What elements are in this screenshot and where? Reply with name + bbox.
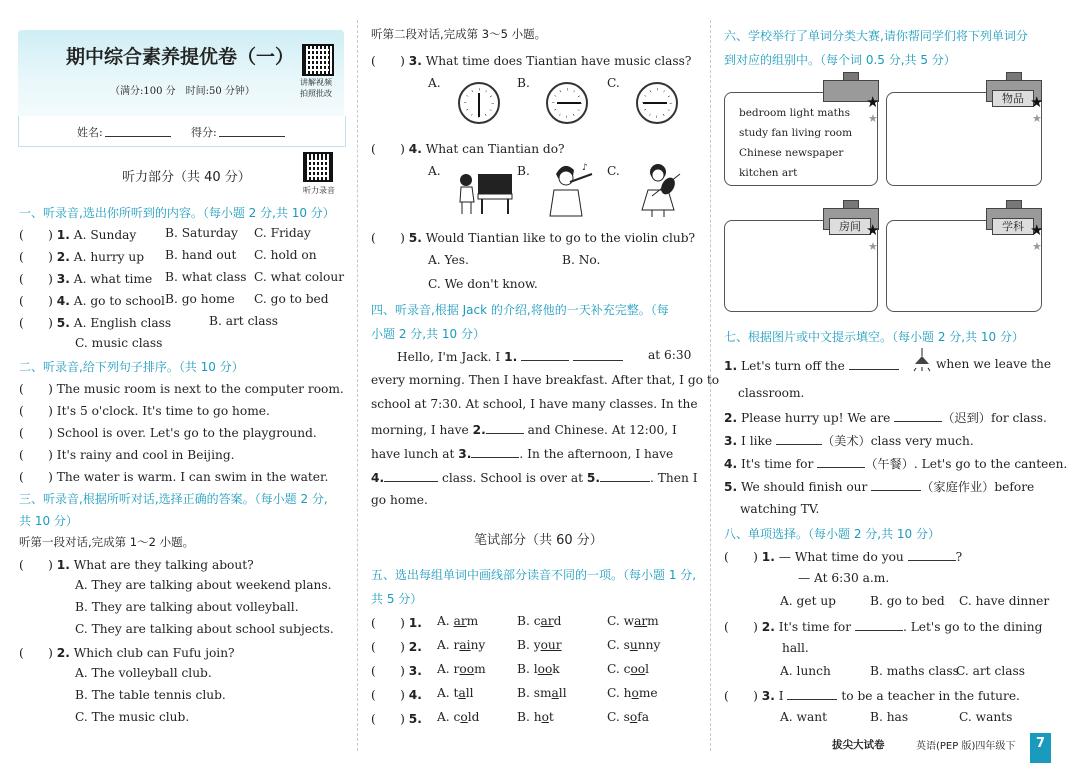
question-text: — At 6:30 a.m. [798, 571, 890, 585]
question-text: when we leave the [936, 357, 1052, 371]
exam-meta: （满分:100 分 时间:50 分钟） [110, 86, 255, 97]
section-3-heading: 三、听录音,根据所听对话,选择正确的答案。（每小题 2 分, [19, 492, 328, 506]
written-title: 笔试部分（共 60 分） [474, 533, 603, 548]
passage-line: have lunch at 3. . In the afternoon, I have [371, 447, 674, 461]
option-a: A. room [437, 662, 486, 676]
option-b: B. go to bed [870, 594, 945, 608]
qr-code-icon [302, 44, 334, 76]
list-item: ( ) 4. A. go to school [19, 294, 165, 308]
option-b: B. They are talking about volleyball. [75, 600, 299, 614]
option-b: B. your [517, 638, 562, 652]
qr-caption: 拍照批改 [300, 89, 332, 98]
clock-icon [636, 82, 678, 124]
option-b: B. maths class [870, 664, 959, 678]
option-a: A. tall [437, 686, 474, 700]
option-c: C. warm [607, 614, 659, 628]
answer-blank[interactable] [471, 445, 519, 458]
list-item: ( ) The music room is next to the computer room. [19, 382, 344, 396]
answer-blank[interactable] [384, 469, 438, 482]
footer-brand: 拔尖大试卷 [832, 739, 885, 751]
list-item: ( ) 5. [371, 712, 422, 726]
section-7-heading: 七、根据图片或中文提示填空。（每小题 2 分,共 10 分） [724, 330, 1024, 344]
answer-blank[interactable] [521, 348, 569, 361]
option-a: A. [428, 76, 441, 90]
qr-caption: 听力录音 [303, 186, 335, 195]
star-icon: ★ [868, 240, 878, 253]
option-a: A. cold [437, 710, 480, 724]
score-field[interactable] [219, 136, 285, 137]
column-divider [357, 20, 358, 751]
section-2-heading: 二、听录音,给下列句子排序。（共 10 分） [19, 360, 244, 374]
question: 2. Please hurry up! We are （迟到）for class. [724, 411, 1047, 425]
option-a: A. [428, 164, 441, 178]
list-item: ( ) 4. [371, 688, 422, 702]
option-b: B. No. [562, 253, 601, 267]
question: ( ) 4. What can Tiantian do? [371, 142, 565, 156]
star-icon: ★ [1030, 93, 1044, 111]
piano-player-icon [456, 164, 516, 216]
category-label-subjects: 学科 [992, 218, 1034, 235]
list-item: ( ) It's 5 o'clock. It's time to go home. [19, 404, 270, 418]
passage-line: morning, I have 2. and Chinese. At 12:00, I [371, 423, 677, 437]
violin-player-icon [640, 160, 684, 218]
option-c: C. [607, 76, 620, 90]
option-a: A. lunch [780, 664, 831, 678]
answer-blank[interactable] [894, 409, 942, 422]
question-text: hall. [782, 641, 809, 655]
list-item: ( ) 2. A. hurry up [19, 250, 145, 264]
qr-code-icon [303, 152, 333, 182]
listening-title: 听力部分（共 40 分） [122, 170, 251, 185]
option-c: C. The music club. [75, 710, 190, 724]
option-b: B. [517, 76, 530, 90]
list-item: ( ) It's rainy and cool in Beijing. [19, 448, 235, 462]
question: ( ) 3. What time does Tiantian have music class? [371, 54, 692, 68]
list-item: ( ) 2. [371, 640, 422, 654]
option-b: B. card [517, 614, 562, 628]
option-b: B. what class [165, 270, 247, 284]
section-5-heading: 五、选出每组单词中画线部分读音不同的一项。（每小题 1 分, [371, 568, 697, 582]
flute-player-icon [546, 160, 596, 218]
option-a: A. They are talking about weekend plans. [75, 578, 332, 592]
option-b: B. hot [517, 710, 554, 724]
section-6-heading-cont: 到对应的组别中。（每个词 0.5 分,共 5 分） [724, 53, 956, 67]
passage-text: at 6:30 [648, 348, 692, 362]
question: 3. I like （美术）class very much. [724, 434, 974, 448]
option-c: C. art class [956, 664, 1026, 678]
answer-blank[interactable] [787, 687, 837, 700]
answer-blank[interactable] [486, 421, 524, 434]
answer-blank[interactable] [817, 455, 865, 468]
star-icon: ★ [866, 221, 880, 239]
question: 1. Let's turn off the [724, 357, 899, 373]
option-c: C. cool [607, 662, 650, 676]
option-c: C. sofa [607, 710, 650, 724]
dialogue-intro: 听第一段对话,完成第 1～2 小题。 [19, 535, 195, 549]
word-bank-line: study fan living room [739, 127, 853, 139]
passage-text: go home. [371, 493, 428, 507]
svg-text:♪: ♪ [582, 163, 588, 173]
star-icon: ★ [1032, 240, 1042, 253]
answer-blank[interactable] [776, 432, 822, 445]
passage-text: every morning. Then I have breakfast. After that, I go to [371, 373, 720, 387]
footer-subject: 英语(PEP 版)四年级下 [916, 741, 1016, 752]
lamp-icon [912, 348, 932, 372]
question: ( ) 2. It's time for . Let's go to the dining [724, 620, 1043, 634]
section-1-heading: 一、听录音,选出你所听到的内容。（每小题 2 分,共 10 分） [19, 206, 335, 220]
category-label-items: 物品 [992, 90, 1034, 107]
option-b: B. go home [165, 292, 235, 306]
option-c: C. hold on [254, 248, 317, 262]
option-c: C. We don't know. [428, 277, 538, 291]
answer-blank[interactable] [855, 618, 903, 631]
option-c: C. wants [959, 710, 1013, 724]
option-c: C. Friday [254, 226, 311, 240]
star-icon: ★ [1030, 221, 1044, 239]
word-bank-line: kitchen art [739, 167, 798, 179]
list-item: ( ) The water is warm. I can swim in the water. [19, 470, 329, 484]
option-b: B. hand out [165, 248, 237, 262]
option-c: C. home [607, 686, 658, 700]
section-6-heading: 六、学校举行了单词分类大赛,请你帮同学们将下列单词分 [724, 29, 1028, 43]
question: ( ) 3. I to be a teacher in the future. [724, 689, 1020, 703]
option-b: B. [517, 164, 530, 178]
clock-icon [458, 82, 500, 124]
word-bank-line: Chinese newspaper [739, 147, 844, 159]
option-b: B. art class [209, 314, 279, 328]
question: 4. It's time for （午餐）. Let's go to the canteen. [724, 457, 1068, 471]
option-a: A. Yes. [428, 253, 469, 267]
answer-blank[interactable] [600, 469, 650, 482]
question: 5. We should finish our （家庭作业）before [724, 480, 1035, 494]
option-c: C. They are talking about school subjects. [75, 622, 334, 636]
question-text: watching TV. [740, 502, 820, 516]
answer-blank[interactable] [849, 357, 899, 370]
list-item: ( ) School is over. Let's go to the playground. [19, 426, 317, 440]
option-c: C. sunny [607, 638, 661, 652]
word-bank-card [724, 92, 878, 186]
option-a: A. arm [437, 614, 479, 628]
qr-caption: 讲解视频 [300, 78, 332, 87]
answer-blank[interactable] [871, 478, 921, 491]
page-number: 7 [1030, 733, 1051, 763]
section-4-heading-cont: 小题 2 分,共 10 分） [371, 327, 485, 341]
option-a: A. get up [780, 594, 836, 608]
section-5-heading-cont: 共 5 分） [371, 592, 423, 606]
option-c: C. what colour [254, 270, 345, 284]
list-item: ( ) 1. A. Sunday [19, 228, 137, 242]
option-c: C. go to bed [254, 292, 329, 306]
star-icon: ★ [1032, 112, 1042, 125]
answer-blank[interactable] [908, 548, 956, 561]
question: ( ) 1. — What time do you ? [724, 550, 963, 564]
list-item: ( ) 3. [371, 664, 422, 678]
answer-blank[interactable] [573, 348, 623, 361]
name-score-row [18, 116, 346, 147]
star-icon: ★ [868, 112, 878, 125]
option-a: A. rainy [437, 638, 486, 652]
section-8-heading: 八、单项选择。（每小题 2 分,共 10 分） [724, 527, 940, 541]
option-b: B. The table tennis club. [75, 688, 226, 702]
passage-line: Hello, I'm Jack. I 1. [397, 348, 623, 364]
option-a: A. want [780, 710, 827, 724]
section-3-heading-cont: 共 10 分） [19, 514, 78, 528]
question: ( ) 5. Would Tiantian like to go to the violin club? [371, 231, 696, 245]
option-c: C. have dinner [959, 594, 1050, 608]
passage-text: school at 7:30. At school, I have many classes. In the [371, 397, 698, 411]
option-b: B. small [517, 686, 567, 700]
clock-icon [546, 82, 588, 124]
list-item: ( ) 1. [371, 616, 422, 630]
name-field[interactable] [105, 136, 171, 137]
name-label: 姓名: [77, 126, 103, 139]
page-title: 期中综合素养提优卷（一） [66, 46, 295, 68]
list-item: ( ) 3. A. what time [19, 272, 153, 286]
score-label: 得分: [191, 126, 217, 139]
passage-line: 4. class. School is over at 5. . Then I [371, 471, 698, 485]
section-4-heading: 四、听录音,根据 Jack 的介绍,将他的一天补充完整。（每 [371, 303, 669, 317]
column-divider [710, 20, 711, 751]
title-banner [18, 30, 344, 118]
category-label-rooms: 房间 [829, 218, 871, 235]
option-b: B. look [517, 662, 560, 676]
option-c: C. [607, 164, 620, 178]
question-text: classroom. [738, 386, 805, 400]
word-bank-line: bedroom light maths [739, 107, 850, 119]
star-icon: ★ [866, 93, 880, 111]
option-b: B. Saturday [165, 226, 238, 240]
option-c: C. music class [75, 336, 163, 350]
option-a: A. The volleyball club. [75, 666, 212, 680]
option-b: B. has [870, 710, 909, 724]
question: ( ) 1. What are they talking about? [19, 558, 254, 572]
dialogue-intro: 听第二段对话,完成第 3～5 小题。 [371, 27, 547, 41]
list-item: ( ) 5. A. English class [19, 316, 172, 330]
question: ( ) 2. Which club can Fufu join? [19, 646, 235, 660]
